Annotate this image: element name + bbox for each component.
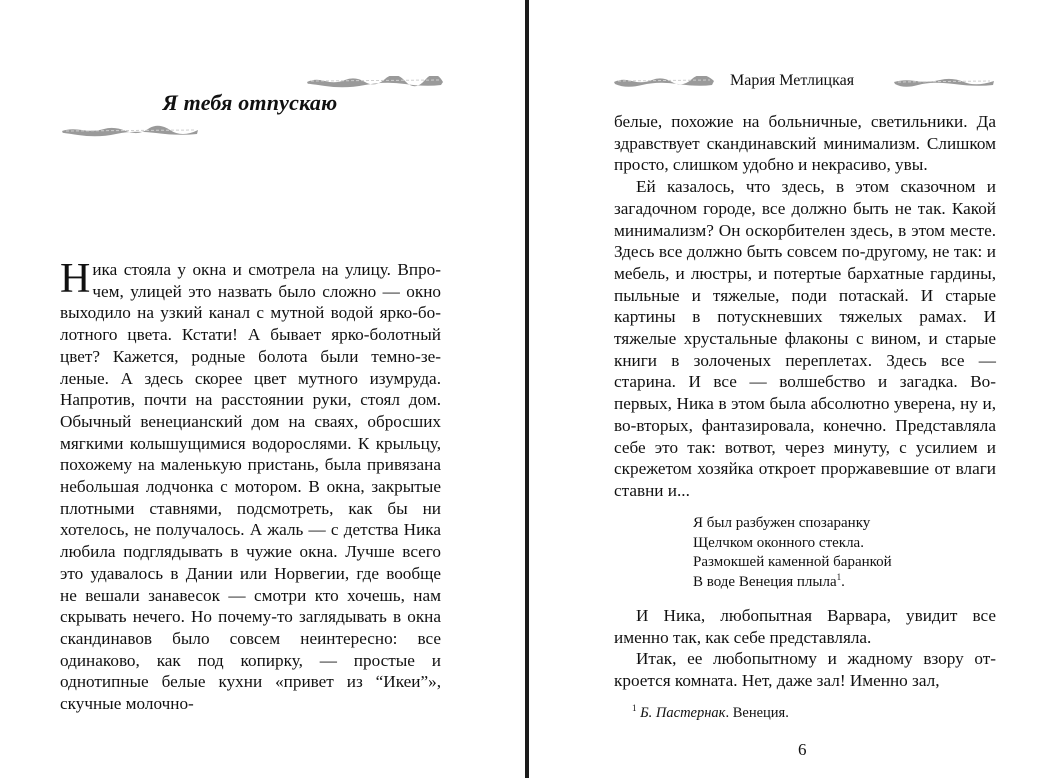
footnote-title: . Венеция. xyxy=(725,705,789,721)
decorative-brush-stroke xyxy=(612,76,716,87)
drop-cap: Н xyxy=(60,256,91,302)
running-head-author: Мария Метлицкая xyxy=(730,72,855,89)
paragraph-text: ика стояла у окна и смотрела на улицу. Впрочем, улицей это назвать было сложно — окно выходило на узкий канал с мутной водой ярко-болотного цвета. Кстати! А бывает ярко-болотный цвет? Кажется, родные болота были темно-зеленые. А здесь скорее цвет мутного изумруда. Напротив, почти на расстоянии руки, стоял дом. Обычный венецианский дом на сваях, обросших мягкими колышущимися водорослями. К крыльцу, похожему на маленькую пристань, была привязана небольшая лодчонка с мотором. В окна, закрытые плотными ставнями, подсмотреть, как бы ни хотелось, не получалось. А жаль — с детства Ника любила подглядывать в чужие окна. Лучше всего это удавалось в Дании или Норвегии, где вообще не вешали занавесок — смотри кто хочешь, нам скрывать нечего. Но почему-то заглядывать в окна скандинавов было совсем неинтересно: все одинаково, как под копирку, — простые и однотипные белые кухни «привет из “Икеи”», скучные молочно- xyxy=(60,260,441,714)
decorative-brush-stroke xyxy=(305,76,445,87)
right-page-body-bottom xyxy=(614,605,996,692)
poem-quote xyxy=(693,514,892,592)
poem-line: Я был разбужен спозаранку xyxy=(693,515,871,531)
poem-line-last xyxy=(693,573,892,593)
chapter-opening-paragraph xyxy=(60,256,441,715)
chapter-title: Я тебя отпускаю xyxy=(162,90,338,115)
page-gutter xyxy=(525,0,529,778)
paragraph: Ей казалось, что здесь, в этом сказочном и загадочном городе, все должно быть не так. Какой минимализм? Он оскорбителен здесь, в этом месте. Здесь все должно быть совсем по-другому, не так: и мебель, и люстры, и потертые бархатные гардины, пыльные и тяжелые, поди потаскай. И старые картины в потускневших тяжелых рамах. И тяжелые хрустальные флаконы с вином, и старые книги в золоченых переплетах. Здесь все — старина. И все — волшебство и загадка. Во-первых, Ника в этом была абсолютно уверена, ну и, во-вторых, фантазировала, конечно. Представляла себе это так: вотвот, через минуту, с усилием и скрежетом хозяйка откроет проржавевшие от влаги ставни и... xyxy=(614,177,996,500)
poem-line-end: . xyxy=(841,573,845,590)
poem-line-text: В воде Венеция плыла xyxy=(693,573,837,590)
footnote-author: Б. Пастернак xyxy=(640,705,726,721)
right-page-body-top xyxy=(614,111,996,502)
poem-line: Размокшей каменной баранкой xyxy=(693,554,892,570)
footnote xyxy=(632,705,789,722)
decorative-brush-stroke xyxy=(892,76,996,87)
decorative-brush-stroke xyxy=(60,125,200,136)
footnote-mark: 1 xyxy=(632,703,637,714)
page-number: 6 xyxy=(798,740,807,759)
paragraph-continued: белые, похожие на больничные, светильники. Да здравствует скандинавский минимализм. Слишком просто, слишком удобно и некрасиво, увы. xyxy=(614,112,996,175)
poem-line: Щелчком оконного стекла. xyxy=(693,534,864,551)
paragraph: И Ника, любопытная Варвара, увидит все именно так, как себе представляла. xyxy=(614,606,996,647)
paragraph: Итак, ее любопытному и жадному взору откроется комната. Нет, даже зал! Именно зал, xyxy=(614,649,996,691)
footnote-reference[interactable]: 1 xyxy=(836,571,842,582)
